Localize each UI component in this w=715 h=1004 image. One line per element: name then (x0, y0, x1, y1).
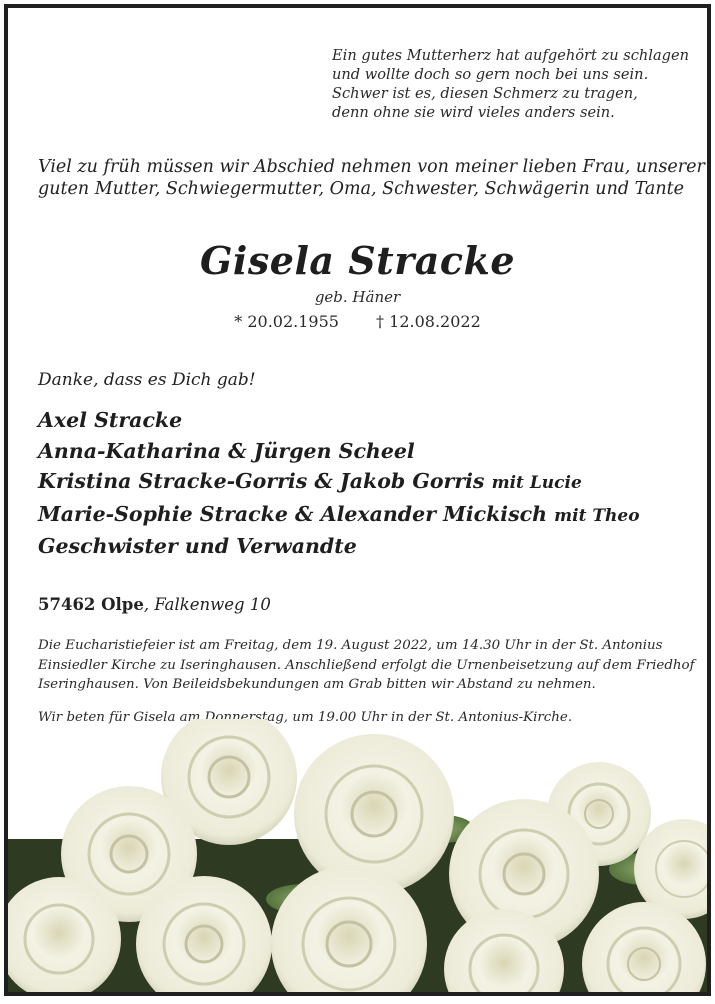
thanks-line: Danke, dass es Dich gab! (38, 370, 256, 390)
poem-line: und wollte doch so gern noch bei uns sein. (332, 66, 649, 83)
mourner-row (38, 531, 640, 562)
mourner-name: Anna-Katharina & Jürgen Scheel (38, 438, 415, 463)
birth-name: geb. Häner (314, 288, 401, 306)
service-line: Iseringhausen. Von Beileidsbekundungen am Grab bitten wir Abstand zu nehmen. (38, 677, 596, 692)
life-dates (4, 312, 711, 331)
postal-city: 57462 Olpe (38, 595, 144, 614)
mourner-row (38, 466, 640, 499)
street: , Falkenweg 10 (143, 595, 271, 614)
prayer-info: Wir beten für Gisela am Donnerstag, um 19.00 Uhr in der St. Antonius-Kirche. (38, 710, 573, 725)
mourner-name: Kristina Stracke-Gorris & Jakob Gorris (38, 469, 485, 493)
mourner-child: mit Theo (554, 505, 640, 526)
mourner-row (38, 405, 640, 436)
service-info (38, 636, 695, 695)
deceased-name: Gisela Stracke (199, 238, 516, 283)
death-date: † 12.08.2022 (376, 312, 481, 331)
poem-line: Schwer ist es, diesen Schmerz zu tragen, (332, 85, 638, 102)
mourner-child: mit Lucie (491, 473, 582, 493)
mourner-row (38, 499, 640, 532)
service-line: Einsiedler Kirche zu Iseringhausen. Anschließend erfolgt die Urnenbeisetzung auf dem Friedhof (38, 657, 695, 673)
farewell-intro (38, 156, 705, 200)
white-roses-image (4, 719, 711, 996)
poem (332, 46, 689, 122)
poem-line: Ein gutes Mutterherz hat aufgehört zu schlagen (332, 47, 690, 64)
service-line: Die Eucharistiefeier ist am Freitag, dem 19. August 2022, um 14.30 Uhr in der St. Antonius (38, 638, 663, 653)
intro-line: Viel zu früh müssen wir Abschied nehmen von meiner lieben Frau, unserer (38, 157, 705, 177)
mourner-row (38, 436, 640, 467)
family-address (38, 595, 271, 614)
mourner-name: Geschwister und Verwandte (38, 534, 357, 558)
obituary-card (4, 4, 711, 996)
intro-line: guten Mutter, Schwiegermutter, Oma, Schwester, Schwägerin und Tante (38, 179, 685, 199)
poem-line: denn ohne sie wird vieles anders sein. (332, 104, 615, 121)
mourner-name: Axel Stracke (38, 408, 183, 432)
mourner-name: Marie-Sophie Stracke & Alexander Mickisch (38, 501, 548, 526)
rose-cluster (4, 719, 711, 996)
birth-date: * 20.02.1955 (234, 312, 339, 331)
mourners-list (38, 405, 640, 562)
